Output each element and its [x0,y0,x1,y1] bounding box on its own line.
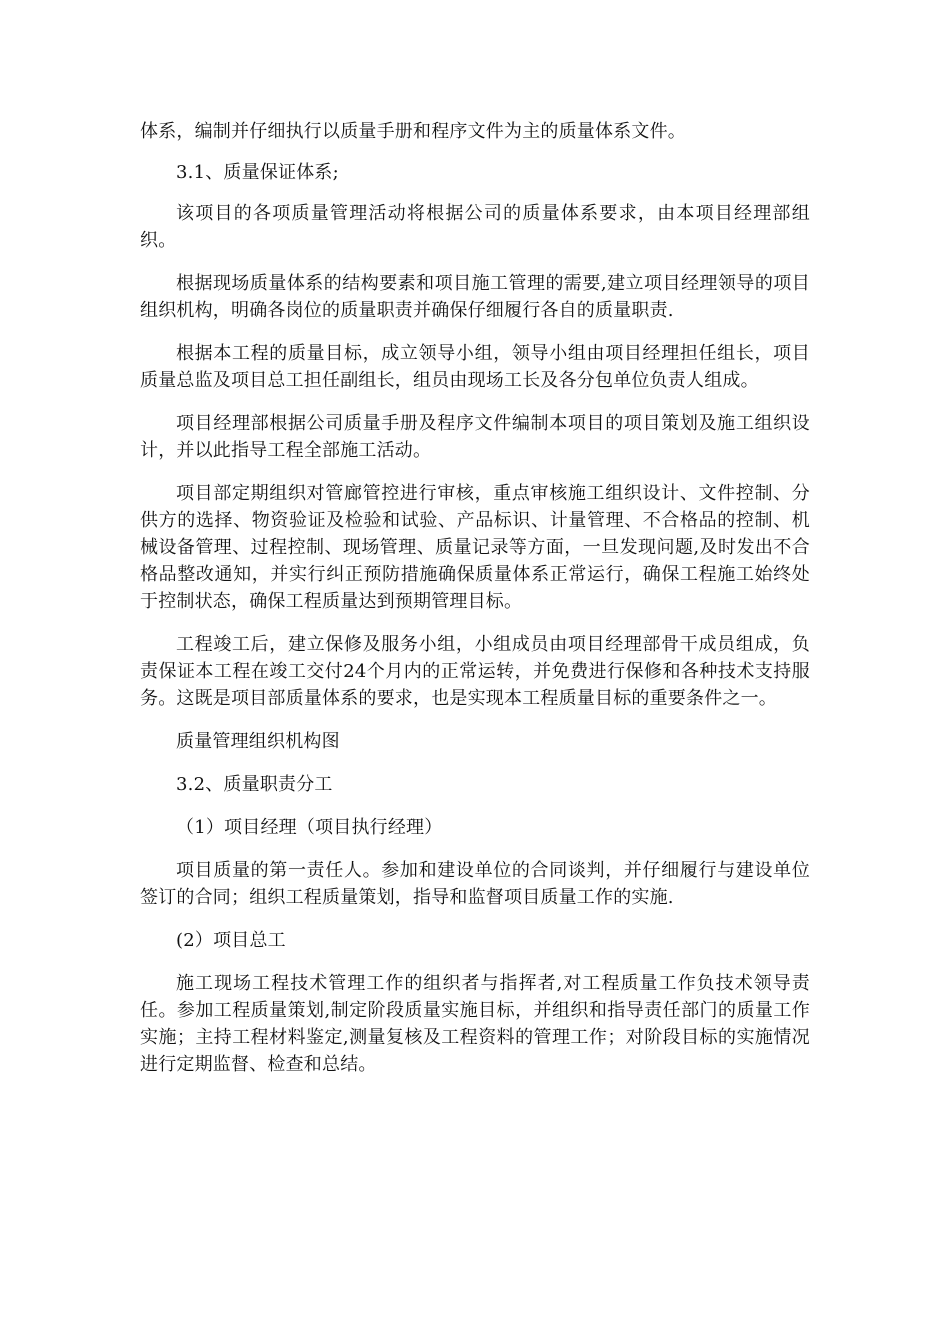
subheading-chief-engineer: (2）项目总工 [176,930,286,951]
section-heading-3-2: 3.2、质量职责分工 [176,774,333,795]
paragraph-quality-activities: 该项目的各项质量管理活动将根据公司的质量体系要求，由本项目经理部组织。 [140,203,810,251]
section-heading-3-1: 3.1、质量保证体系; [176,162,339,183]
paragraph-planning: 项目经理部根据公司质量手册及程序文件编制本项目的项目策划及施工组织设计，并以此指导工程全部施工活动。 [140,413,810,461]
paragraph-project-manager-duties: 项目质量的第一责任人。参加和建设单位的合同谈判，并仔细履行与建设单位签订的合同；组织工程质量策划，指导和监督项目质量工作的实施. [140,860,810,908]
paragraph-continuation: 体系，编制并仔细执行以质量手册和程序文件为主的质量体系文件。 [140,121,686,142]
subheading-project-manager: （1）项目经理（项目执行经理） [176,817,443,838]
figure-caption-org-chart: 质量管理组织机构图 [176,731,340,752]
paragraph-chief-engineer-duties: 施工现场工程技术管理工作的组织者与指挥者,对工程质量工作负技术领导责任。参加工程质量策划,制定阶段质量实施目标，并组织和指导责任部门的质量工作实施；主持工程材料鉴定,测量复核及工程资料的管理工作；对阶段目标的实施情况进行定期监督、检查和总结。 [140,973,810,1075]
paragraph-leadership-group: 根据本工程的质量目标，成立领导小组，领导小组由项目经理担任组长，项目质量总监及项目总工担任副组长，组员由现场工长及各分包单位负责人组成。 [140,343,810,391]
document-page [140,118,810,1078]
paragraph-organization: 根据现场质量体系的结构要素和项目施工管理的需要,建立项目经理领导的项目组织机构，明确各岗位的质量职责并确保仔细履行各自的质量职责. [140,273,810,321]
paragraph-warranty: 工程竣工后，建立保修及服务小组，小组成员由项目经理部骨干成员组成，负责保证本工程在竣工交付24个月内的正常运转，并免费进行保修和各种技术支持服务。这既是项目部质量体系的要求，也是实现本工程质量目标的重要条件之一。 [140,634,810,709]
paragraph-audit: 项目部定期组织对管廊管控进行审核，重点审核施工组织设计、文件控制、分供方的选择、物资验证及检验和试验、产品标识、计量管理、不合格品的控制、机械设备管理、过程控制、现场管理、质量记录等方面，一旦发现问题,及时发出不合格品整改通知，并实行纠正预防措施确保质量体系正常运行，确保工程施工始终处于控制状态，确保工程质量达到预期管理目标。 [140,483,810,612]
